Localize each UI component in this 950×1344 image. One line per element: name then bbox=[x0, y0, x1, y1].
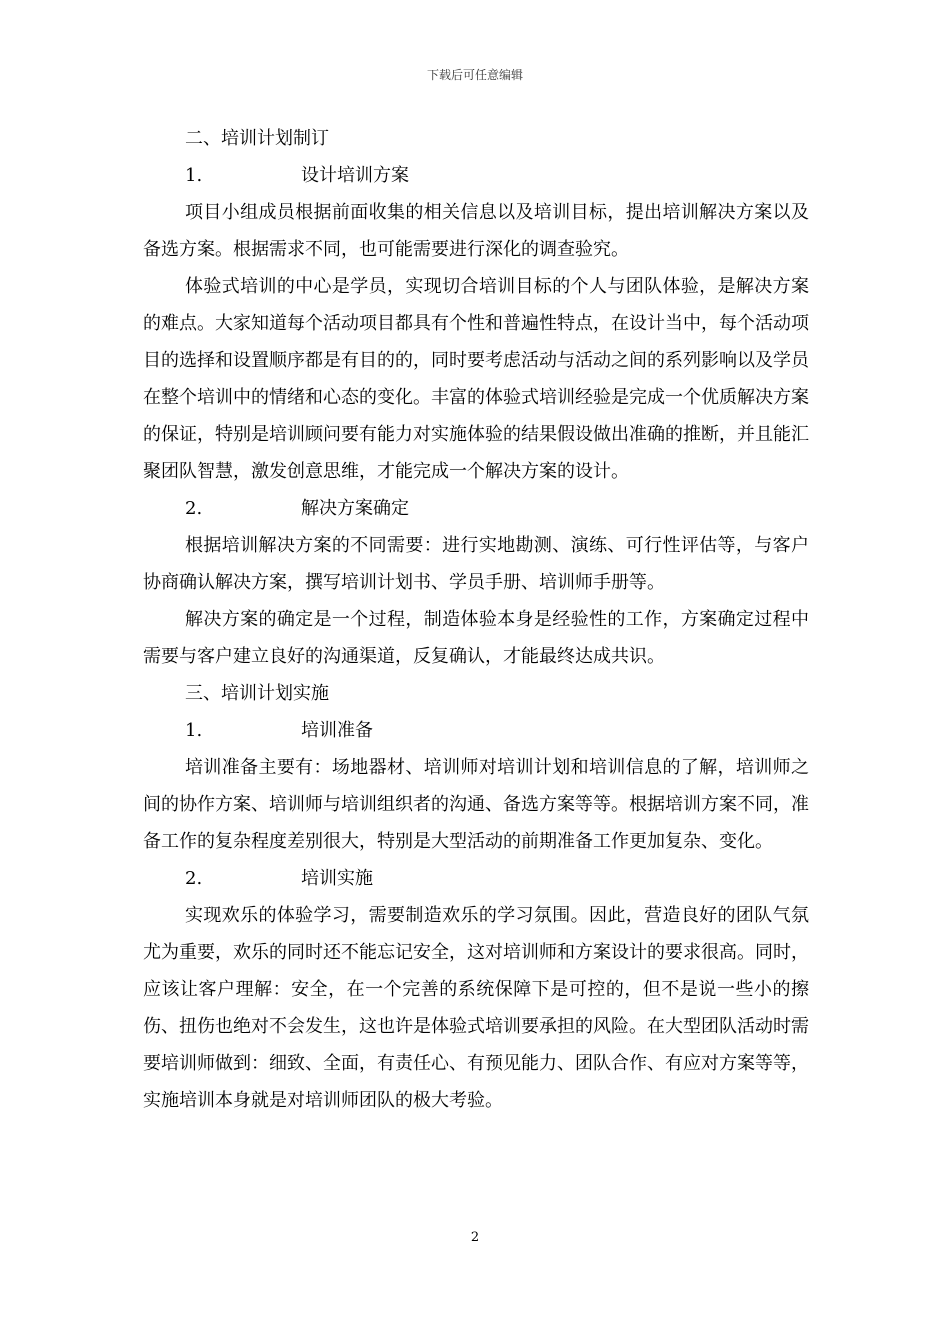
paragraph: 解决方案的确定是一个过程，制造体验本身是经验性的工作，方案确定过程中需要与客户建立良好的沟通渠道，反复确认，才能最终达成共识。 bbox=[143, 609, 809, 667]
paragraph: 根据培训解决方案的不同需要：进行实地勘测、演练、可行性评估等，与客户协商确认解决方案，撰写培训计划书、学员手册、培训师手册等。 bbox=[143, 535, 809, 593]
item-title: 培训准备 bbox=[301, 720, 373, 741]
section-heading: 三、培训计划实施 bbox=[185, 683, 329, 704]
numbered-subheading bbox=[143, 860, 809, 897]
paragraph: 实现欢乐的体验学习，需要制造欢乐的学习氛围。因此，营造良好的团队气氛尤为重要，欢乐的同时还不能忘记安全，这对培训师和方案设计的要求很高。同时，应该让客户理解：安全，在一个完善的系统保障下是可控的，但不是说一些小的擦伤、扭伤也绝对不会发生，这也许是体验式培训要承担的风险。在大型团队活动时需要培训师做到：细致、全面，有责任心、有预见能力、团队合作、有应对方案等等，实施培训本身就是对培训师团队的极大考验。 bbox=[143, 905, 809, 1111]
item-title: 设计培训方案 bbox=[301, 165, 409, 186]
numbered-subheading bbox=[143, 157, 809, 194]
page-header: 下载后可任意编辑 bbox=[426, 68, 523, 82]
item-number: 1. bbox=[185, 720, 203, 741]
item-title: 培训实施 bbox=[301, 868, 373, 889]
document-body bbox=[143, 120, 809, 1119]
item-number: 1. bbox=[185, 165, 203, 186]
numbered-subheading bbox=[143, 712, 809, 749]
section-heading: 二、培训计划制订 bbox=[185, 128, 329, 149]
page-number: 2 bbox=[470, 1230, 480, 1245]
item-number: 2. bbox=[185, 498, 203, 519]
paragraph: 项目小组成员根据前面收集的相关信息以及培训目标，提出培训解决方案以及备选方案。根据需求不同，也可能需要进行深化的调查验究。 bbox=[143, 202, 809, 260]
item-number: 2. bbox=[185, 868, 203, 889]
paragraph: 体验式培训的中心是学员，实现切合培训目标的个人与团队体验，是解决方案的难点。大家知道每个活动项目都具有个性和普遍性特点，在设计当中，每个活动项目的选择和设置顺序都是有目的的，同时要考虑活动与活动之间的系列影响以及学员在整个培训中的情绪和心态的变化。丰富的体验式培训经验是完成一个优质解决方案的保证，特别是培训顾问要有能力对实施体验的结果假设做出准确的推断，并且能汇聚团队智慧，激发创意思维，才能完成一个解决方案的设计。 bbox=[143, 276, 809, 482]
paragraph: 培训准备主要有：场地器材、培训师对培训计划和培训信息的了解，培训师之间的协作方案、培训师与培训组织者的沟通、备选方案等等。根据培训方案不同，准备工作的复杂程度差别很大，特别是大型活动的前期准备工作更加复杂、变化。 bbox=[143, 757, 809, 852]
numbered-subheading bbox=[143, 490, 809, 527]
item-title: 解决方案确定 bbox=[301, 498, 409, 519]
